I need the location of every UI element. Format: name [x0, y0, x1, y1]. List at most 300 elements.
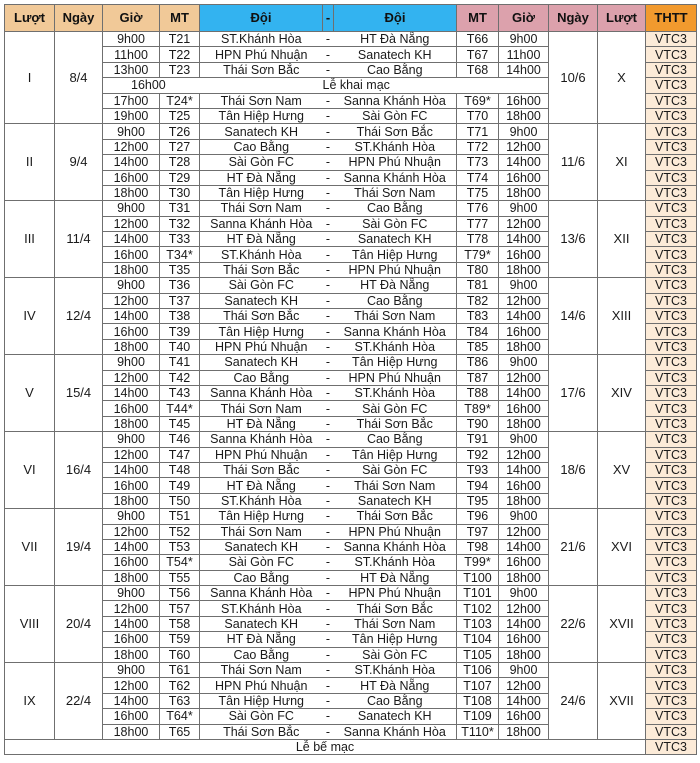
- match-time: 9h00: [103, 586, 160, 601]
- team-separator: -: [323, 370, 334, 385]
- broadcaster: VTC3: [646, 663, 697, 678]
- return-round-number: XIV: [598, 355, 646, 432]
- home-team: ST.Khánh Hòa: [200, 32, 323, 47]
- away-team: Thái Sơn Bắc: [334, 509, 457, 524]
- return-match-time: 18h00: [499, 339, 549, 354]
- match-time: 18h00: [103, 416, 160, 431]
- team-separator: -: [323, 170, 334, 185]
- table-row: [5, 663, 697, 678]
- return-match-time: 9h00: [499, 124, 549, 139]
- match-code: T30: [160, 185, 200, 200]
- home-team: Sài Gòn FC: [200, 278, 323, 293]
- return-match-code: T75: [457, 185, 499, 200]
- return-match-time: 16h00: [499, 478, 549, 493]
- away-team: Thái Sơn Nam: [334, 478, 457, 493]
- broadcaster: VTC3: [646, 247, 697, 262]
- away-team: Sài Gòn FC: [334, 647, 457, 662]
- table-row: [5, 586, 697, 601]
- return-match-code: T77: [457, 216, 499, 231]
- home-team: Cao Bằng: [200, 570, 323, 585]
- team-separator: -: [323, 32, 334, 47]
- match-time: 12h00: [103, 678, 160, 693]
- broadcaster: VTC3: [646, 416, 697, 431]
- away-team: ST.Khánh Hòa: [334, 555, 457, 570]
- away-team: Thái Sơn Bắc: [334, 416, 457, 431]
- match-code: T60: [160, 647, 200, 662]
- return-match-time: 14h00: [499, 62, 549, 77]
- return-date: 24/6: [549, 663, 598, 740]
- match-code: T41: [160, 355, 200, 370]
- team-separator: -: [323, 509, 334, 524]
- match-time: 16h00: [103, 555, 160, 570]
- match-code: T63: [160, 693, 200, 708]
- broadcaster: VTC3: [646, 216, 697, 231]
- team-separator: -: [323, 385, 334, 400]
- away-team: Tân Hiệp Hưng: [334, 355, 457, 370]
- away-team: HPN Phú Nhuận: [334, 155, 457, 170]
- return-date: 22/6: [549, 586, 598, 663]
- round-date: 22/4: [55, 663, 103, 740]
- team-separator: -: [323, 339, 334, 354]
- team-separator: -: [323, 108, 334, 123]
- broadcaster: VTC3: [646, 155, 697, 170]
- home-team: Thái Sơn Nam: [200, 401, 323, 416]
- return-round-number: XIII: [598, 278, 646, 355]
- away-team: Cao Bằng: [334, 693, 457, 708]
- return-match-code: T69*: [457, 93, 499, 108]
- return-match-time: 14h00: [499, 385, 549, 400]
- return-match-time: 16h00: [499, 632, 549, 647]
- ceremony-label: Lễ khai mạc: [323, 78, 598, 93]
- broadcaster: VTC3: [646, 678, 697, 693]
- away-team: HT Đà Nẵng: [334, 32, 457, 47]
- match-code: T45: [160, 416, 200, 431]
- return-match-code: T80: [457, 262, 499, 277]
- home-team: Thái Sơn Bắc: [200, 462, 323, 477]
- match-code: T46: [160, 432, 200, 447]
- return-round-number: XVII: [598, 663, 646, 740]
- team-separator: -: [323, 601, 334, 616]
- home-team: HPN Phú Nhuận: [200, 447, 323, 462]
- away-team: HPN Phú Nhuận: [334, 262, 457, 277]
- header-mt: MT: [160, 5, 200, 32]
- match-code: T59: [160, 632, 200, 647]
- match-time: 18h00: [103, 493, 160, 508]
- away-team: Thái Sơn Nam: [334, 185, 457, 200]
- return-match-time: 9h00: [499, 432, 549, 447]
- match-time: 12h00: [103, 447, 160, 462]
- home-team: Thái Sơn Nam: [200, 201, 323, 216]
- match-code: T31: [160, 201, 200, 216]
- broadcaster: VTC3: [646, 293, 697, 308]
- return-match-code: T85: [457, 339, 499, 354]
- closing-ceremony-row: [5, 739, 697, 754]
- match-code: T25: [160, 108, 200, 123]
- home-team: Sanna Khánh Hòa: [200, 432, 323, 447]
- away-team: Sài Gòn FC: [334, 462, 457, 477]
- match-code: T65: [160, 724, 200, 739]
- round-date: 19/4: [55, 509, 103, 586]
- return-match-code: T91: [457, 432, 499, 447]
- match-code: T64*: [160, 709, 200, 724]
- return-match-code: T78: [457, 232, 499, 247]
- away-team: Cao Bằng: [334, 201, 457, 216]
- broadcaster: VTC3: [646, 493, 697, 508]
- match-time: 14h00: [103, 616, 160, 631]
- return-match-time: 14h00: [499, 155, 549, 170]
- team-separator: -: [323, 93, 334, 108]
- broadcaster: VTC3: [646, 124, 697, 139]
- match-code: T27: [160, 139, 200, 154]
- return-match-code: T73: [457, 155, 499, 170]
- match-time: 12h00: [103, 139, 160, 154]
- team-separator: -: [323, 616, 334, 631]
- round-number: VIII: [5, 586, 55, 663]
- match-time: 9h00: [103, 355, 160, 370]
- return-date: 13/6: [549, 201, 598, 278]
- return-match-time: 12h00: [499, 601, 549, 616]
- match-time: 9h00: [103, 32, 160, 47]
- round-date: 20/4: [55, 586, 103, 663]
- return-match-code: T90: [457, 416, 499, 431]
- return-match-code: T84: [457, 324, 499, 339]
- match-time: 16h00: [103, 324, 160, 339]
- broadcaster: VTC3: [646, 555, 697, 570]
- home-team: Tân Hiệp Hưng: [200, 693, 323, 708]
- header-doi-home: Đội: [200, 5, 323, 32]
- round-number: IV: [5, 278, 55, 355]
- broadcaster: VTC3: [646, 262, 697, 277]
- away-team: Sanna Khánh Hòa: [334, 170, 457, 185]
- return-match-time: 12h00: [499, 678, 549, 693]
- match-code: T23: [160, 62, 200, 77]
- match-time: 14h00: [103, 539, 160, 554]
- return-date: 14/6: [549, 278, 598, 355]
- round-number: II: [5, 124, 55, 201]
- match-time: 18h00: [103, 570, 160, 585]
- match-time: 9h00: [103, 278, 160, 293]
- home-team: Sài Gòn FC: [200, 555, 323, 570]
- return-match-time: 9h00: [499, 509, 549, 524]
- away-team: ST.Khánh Hòa: [334, 663, 457, 678]
- broadcaster: VTC3: [646, 232, 697, 247]
- return-match-time: 18h00: [499, 493, 549, 508]
- match-time: 13h00: [103, 62, 160, 77]
- return-match-time: 14h00: [499, 232, 549, 247]
- return-round-number: XV: [598, 432, 646, 509]
- broadcaster: VTC3: [646, 524, 697, 539]
- broadcaster: VTC3: [646, 724, 697, 739]
- broadcaster: VTC3: [646, 324, 697, 339]
- match-time: 9h00: [103, 509, 160, 524]
- home-team: Sài Gòn FC: [200, 709, 323, 724]
- match-code: T62: [160, 678, 200, 693]
- match-time: 12h00: [103, 370, 160, 385]
- broadcaster: VTC3: [646, 586, 697, 601]
- round-number: V: [5, 355, 55, 432]
- match-code: T24*: [160, 93, 200, 108]
- return-match-code: T106: [457, 663, 499, 678]
- home-team: Thái Sơn Bắc: [200, 262, 323, 277]
- match-code: T26: [160, 124, 200, 139]
- away-team: Sanna Khánh Hòa: [334, 539, 457, 554]
- return-match-time: 12h00: [499, 370, 549, 385]
- return-match-code: T83: [457, 309, 499, 324]
- broadcaster: VTC3: [646, 93, 697, 108]
- return-match-code: T101: [457, 586, 499, 601]
- match-time: 9h00: [103, 201, 160, 216]
- home-team: Tân Hiệp Hưng: [200, 108, 323, 123]
- broadcaster: VTC3: [646, 432, 697, 447]
- match-code: T32: [160, 216, 200, 231]
- table-row: [5, 355, 697, 370]
- return-date: 17/6: [549, 355, 598, 432]
- schedule-table: [4, 4, 697, 755]
- return-match-code: T108: [457, 693, 499, 708]
- home-team: Sanatech KH: [200, 355, 323, 370]
- return-match-code: T86: [457, 355, 499, 370]
- return-round-number: X: [598, 32, 646, 124]
- match-code: T51: [160, 509, 200, 524]
- match-code: T50: [160, 493, 200, 508]
- team-separator: -: [323, 709, 334, 724]
- return-date: 18/6: [549, 432, 598, 509]
- team-separator: -: [323, 478, 334, 493]
- match-time: 19h00: [103, 108, 160, 123]
- match-time: 12h00: [103, 524, 160, 539]
- broadcaster: VTC3: [646, 339, 697, 354]
- broadcaster: VTC3: [646, 278, 697, 293]
- return-match-code: T109: [457, 709, 499, 724]
- match-code: T28: [160, 155, 200, 170]
- round-date: 8/4: [55, 32, 103, 124]
- team-separator: -: [323, 185, 334, 200]
- match-time: 14h00: [103, 155, 160, 170]
- return-date: 10/6: [549, 32, 598, 124]
- team-separator: -: [323, 216, 334, 231]
- table-row: [5, 201, 697, 216]
- table-row: [5, 432, 697, 447]
- broadcaster: VTC3: [646, 78, 697, 93]
- match-code: T53: [160, 539, 200, 554]
- return-match-code: T99*: [457, 555, 499, 570]
- broadcaster: VTC3: [646, 139, 697, 154]
- return-match-time: 12h00: [499, 216, 549, 231]
- return-match-code: T96: [457, 509, 499, 524]
- home-team: HPN Phú Nhuận: [200, 47, 323, 62]
- broadcaster: VTC3: [646, 647, 697, 662]
- return-match-code: T105: [457, 647, 499, 662]
- team-separator: -: [323, 555, 334, 570]
- team-separator: -: [323, 62, 334, 77]
- return-match-code: T66: [457, 32, 499, 47]
- broadcaster: VTC3: [646, 309, 697, 324]
- schedule-body: [5, 32, 697, 755]
- return-round-number: XI: [598, 124, 646, 201]
- team-separator: -: [323, 201, 334, 216]
- table-row: [5, 32, 697, 47]
- return-match-code: T93: [457, 462, 499, 477]
- ceremony-time: 16h00: [103, 78, 323, 93]
- team-separator: -: [323, 647, 334, 662]
- broadcaster: VTC3: [646, 601, 697, 616]
- broadcaster: VTC3: [646, 370, 697, 385]
- return-match-code: T88: [457, 385, 499, 400]
- return-round-number: XII: [598, 201, 646, 278]
- return-match-code: T102: [457, 601, 499, 616]
- away-team: ST.Khánh Hòa: [334, 385, 457, 400]
- broadcaster: VTC3: [646, 509, 697, 524]
- home-team: Sanatech KH: [200, 539, 323, 554]
- round-date: 11/4: [55, 201, 103, 278]
- away-team: Thái Sơn Bắc: [334, 124, 457, 139]
- home-team: HPN Phú Nhuận: [200, 678, 323, 693]
- match-code: T36: [160, 278, 200, 293]
- away-team: ST.Khánh Hòa: [334, 339, 457, 354]
- home-team: HT Đà Nẵng: [200, 232, 323, 247]
- return-round-number: XVI: [598, 509, 646, 586]
- away-team: HPN Phú Nhuận: [334, 524, 457, 539]
- table-row: [5, 124, 697, 139]
- round-date: 12/4: [55, 278, 103, 355]
- match-time: 12h00: [103, 216, 160, 231]
- home-team: Sài Gòn FC: [200, 155, 323, 170]
- broadcaster: VTC3: [646, 462, 697, 477]
- return-match-code: T76: [457, 201, 499, 216]
- home-team: Thái Sơn Nam: [200, 93, 323, 108]
- broadcaster: VTC3: [646, 709, 697, 724]
- return-match-time: 16h00: [499, 324, 549, 339]
- match-code: T33: [160, 232, 200, 247]
- return-match-time: 9h00: [499, 586, 549, 601]
- return-match-code: T95: [457, 493, 499, 508]
- return-match-time: 16h00: [499, 555, 549, 570]
- match-code: T35: [160, 262, 200, 277]
- return-match-code: T89*: [457, 401, 499, 416]
- broadcaster: VTC3: [646, 739, 697, 754]
- broadcaster: VTC3: [646, 632, 697, 647]
- header-luot-return: Lượt: [598, 5, 646, 32]
- return-match-time: 12h00: [499, 447, 549, 462]
- match-code: T34*: [160, 247, 200, 262]
- match-code: T57: [160, 601, 200, 616]
- team-separator: -: [323, 278, 334, 293]
- round-number: III: [5, 201, 55, 278]
- return-match-time: 18h00: [499, 262, 549, 277]
- team-separator: -: [323, 432, 334, 447]
- home-team: HT Đà Nẵng: [200, 416, 323, 431]
- return-match-time: 16h00: [499, 93, 549, 108]
- return-match-time: 12h00: [499, 139, 549, 154]
- return-match-time: 9h00: [499, 355, 549, 370]
- match-time: 14h00: [103, 462, 160, 477]
- team-separator: -: [323, 262, 334, 277]
- match-time: 14h00: [103, 232, 160, 247]
- home-team: Thái Sơn Nam: [200, 663, 323, 678]
- match-code: T40: [160, 339, 200, 354]
- team-separator: -: [323, 724, 334, 739]
- broadcaster: VTC3: [646, 62, 697, 77]
- team-separator: -: [323, 293, 334, 308]
- return-match-code: T107: [457, 678, 499, 693]
- return-match-time: 16h00: [499, 247, 549, 262]
- broadcaster: VTC3: [646, 170, 697, 185]
- away-team: Cao Bằng: [334, 62, 457, 77]
- match-time: 16h00: [103, 170, 160, 185]
- header-ngay-return: Ngày: [549, 5, 598, 32]
- match-code: T43: [160, 385, 200, 400]
- return-match-time: 18h00: [499, 108, 549, 123]
- home-team: Tân Hiệp Hưng: [200, 185, 323, 200]
- match-time: 16h00: [103, 478, 160, 493]
- home-team: ST.Khánh Hòa: [200, 247, 323, 262]
- match-time: 12h00: [103, 293, 160, 308]
- return-match-code: T104: [457, 632, 499, 647]
- round-number: I: [5, 32, 55, 124]
- match-time: 17h00: [103, 93, 160, 108]
- header-doi-away: Đội: [334, 5, 457, 32]
- home-team: ST.Khánh Hòa: [200, 493, 323, 508]
- return-match-time: 18h00: [499, 185, 549, 200]
- team-separator: -: [323, 539, 334, 554]
- match-code: T22: [160, 47, 200, 62]
- table-row: [5, 278, 697, 293]
- return-match-time: 9h00: [499, 663, 549, 678]
- broadcaster: VTC3: [646, 201, 697, 216]
- return-match-code: T110*: [457, 724, 499, 739]
- home-team: Thái Sơn Nam: [200, 524, 323, 539]
- home-team: ST.Khánh Hòa: [200, 601, 323, 616]
- return-match-time: 18h00: [499, 724, 549, 739]
- home-team: Sanatech KH: [200, 124, 323, 139]
- team-separator: -: [323, 401, 334, 416]
- return-date: 21/6: [549, 509, 598, 586]
- away-team: ST.Khánh Hòa: [334, 139, 457, 154]
- broadcaster: VTC3: [646, 108, 697, 123]
- home-team: Sanatech KH: [200, 616, 323, 631]
- broadcaster: VTC3: [646, 355, 697, 370]
- round-number: VII: [5, 509, 55, 586]
- header-ngay: Ngày: [55, 5, 103, 32]
- match-time: 14h00: [103, 309, 160, 324]
- away-team: Tân Hiệp Hưng: [334, 447, 457, 462]
- match-code: T56: [160, 586, 200, 601]
- away-team: Sanna Khánh Hòa: [334, 324, 457, 339]
- home-team: Sanatech KH: [200, 293, 323, 308]
- match-time: 14h00: [103, 693, 160, 708]
- away-team: Sài Gòn FC: [334, 401, 457, 416]
- return-match-code: T94: [457, 478, 499, 493]
- round-date: 9/4: [55, 124, 103, 201]
- return-match-code: T68: [457, 62, 499, 77]
- team-separator: -: [323, 309, 334, 324]
- home-team: Thái Sơn Bắc: [200, 724, 323, 739]
- home-team: Thái Sơn Bắc: [200, 62, 323, 77]
- return-round-number: XVII: [598, 586, 646, 663]
- match-time: 11h00: [103, 47, 160, 62]
- away-team: Sanna Khánh Hòa: [334, 93, 457, 108]
- away-team: Cao Bằng: [334, 293, 457, 308]
- match-code: T55: [160, 570, 200, 585]
- broadcaster: VTC3: [646, 693, 697, 708]
- table-row: [5, 78, 697, 93]
- home-team: HT Đà Nẵng: [200, 632, 323, 647]
- home-team: HPN Phú Nhuận: [200, 339, 323, 354]
- home-team: Sanna Khánh Hòa: [200, 586, 323, 601]
- team-separator: -: [323, 586, 334, 601]
- match-code: T42: [160, 370, 200, 385]
- return-match-time: 12h00: [499, 524, 549, 539]
